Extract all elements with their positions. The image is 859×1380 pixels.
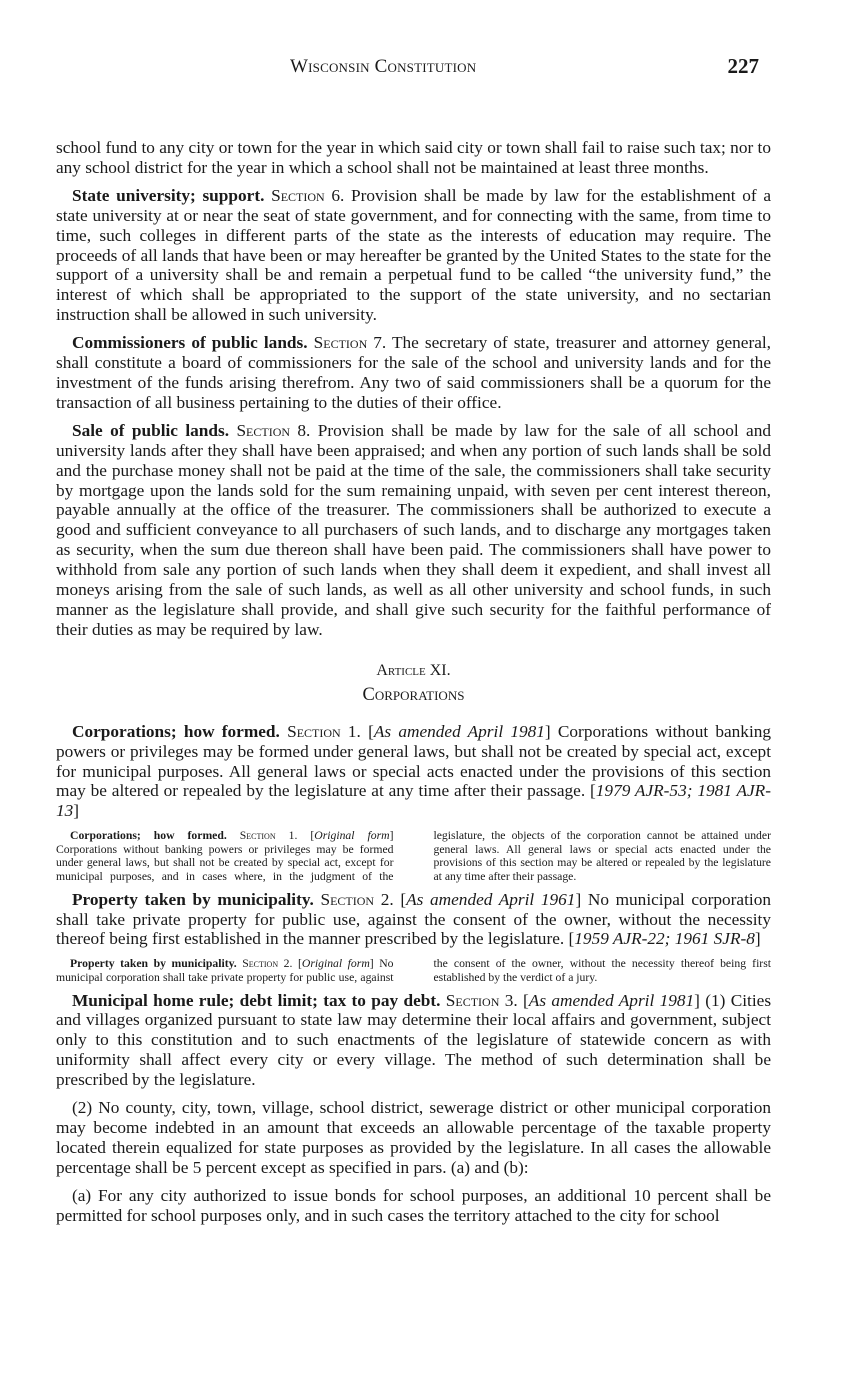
section-heading: Commissioners of public lands. [72, 333, 308, 353]
section-number: Section 6. [271, 185, 345, 205]
note-heading: Corporations; how formed. [70, 829, 227, 843]
note-text: Corporations without banking powers or privileges may be formed under general laws, but shall not be created by special act, except for municipal purposes, and in cases where, in the judgment of the legislature, the objects of the corporation cannot be attained under general laws. All general laws or special acts enacted under the provisions of this section may be altered or repealed by the legislature at any time after their passage. [56, 829, 771, 884]
section-text: (1) Cities and villages organized pursuant to state law may determine their local affairs and government, subject only to this constitution and to such enactments of the legislature of statewide concern as with uniformity shall affect every city or every village. The method of such determination shall be prescribed by the legislature. [56, 990, 772, 1090]
section-number: Section 7. [313, 333, 387, 353]
section-number: Section 3. [445, 990, 518, 1010]
section-text: The secretary of state, treasurer and attorney general, shall constitute a board of commissioners for the sale of the school and university lands and for the investment of the funds arising therefrom. Any two of said commissioners shall be a quorum for the transaction of all business pertaining to the duties of their office. [56, 333, 771, 412]
amendment-note: [As amended April 1961] [400, 889, 582, 909]
citation: [1959 AJR-22; 1961 SJR-8] [568, 929, 761, 949]
section-heading: Sale of public lands. [72, 420, 230, 440]
section-7-paragraph [56, 333, 771, 413]
citation: [1979 AJR-53; 1981 AJR-13] [56, 781, 771, 821]
article-section-2-paragraph [56, 890, 771, 950]
page-number: 227 [727, 54, 759, 78]
section-heading: Corporations; how formed. [72, 721, 280, 741]
running-title: Wisconsin Constitution [290, 56, 477, 77]
original-form-note [56, 957, 771, 984]
amendment-note: [As amended April 1981] [368, 721, 551, 741]
section-heading: Property taken by municipality. [72, 889, 314, 909]
section-8-paragraph [56, 421, 771, 640]
note-form: [Original form] [297, 957, 374, 971]
paragraph-continuation: school fund to any city or town for the year in which said city or town shall fail to raise such tax; nor to any school district for the year in which a school shall not be maintained at least three months. [56, 138, 771, 177]
subsection-a-paragraph: (a) For any city authorized to issue bonds for school purposes, an additional 10 percent shall be permitted for school purposes only, and in such cases the territory attached to the city for school [56, 1185, 771, 1225]
note-section: Section 1. [239, 829, 298, 843]
subsection-2-paragraph: (2) No county, city, town, village, school district, sewerage district or other municipal corporation may become indebted in an amount that exceeds an allowable percentage of the taxable property located therein equalized for state purposes as provided by the legislature. In all cases the allowable percentage shall be 5 percent except as specified in pars. (a) and (b): [56, 1098, 771, 1177]
note-form: [Original form] [310, 829, 394, 843]
section-number: Section 8. [236, 420, 311, 440]
article-title: Corporations [362, 684, 465, 705]
section-text: Provision shall be made by law for the establishment of a state university at or near the seat of state government, and for connecting with the same, from time to time, such colleges in different parts of the state as the interests of education may require. The proceeds of all lands that have been or may hereafter be granted by the United States to the state for the support of a university shall be and remain a perpetual fund to be called “the university fund,” the interest of which shall be appropriated to the support of the state university, and no sectarian instruction shall be allowed in such university. [56, 185, 771, 325]
article-heading [56, 660, 771, 708]
section-text: No municipal corporation shall take private property for public use, against the consent of the owner, without the necessity thereof being first established in the manner prescribed by the legislature. [56, 889, 771, 949]
amendment-note: [As amended April 1981] [523, 990, 700, 1010]
original-form-note [56, 829, 771, 883]
section-number: Section 2. [320, 889, 394, 909]
article-section-1-paragraph [56, 722, 771, 822]
section-heading: State university; support. [72, 185, 265, 205]
main-text [56, 138, 771, 1234]
article-section-3-paragraph [56, 991, 771, 1091]
section-6-paragraph [56, 186, 771, 325]
article-number: Article XI. [376, 661, 451, 679]
section-text: Corporations without banking powers or privileges may be formed under general laws, but shall not be created by special act, except for municipal purposes. All general laws or special acts enacted under the provisions of this section may be altered or repealed by the legislature at any time after their passage. [56, 721, 772, 801]
note-section: Section 2. [242, 957, 293, 971]
note-heading: Property taken by municipality. [70, 957, 237, 971]
section-number: Section 1. [287, 721, 361, 741]
section-heading: Municipal home rule; debt limit; tax to pay debt. [72, 990, 441, 1010]
note-text: No municipal corporation shall take private property for public use, against the consent of the owner, without the necessity thereof being first established by the verdict of a jury. [56, 957, 771, 984]
section-text: Provision shall be made by law for the sale of all school and university lands after they shall have been appraised; and when any portion of such lands shall be sold and the purchase money shall not be paid at the time of the sale, the commissioners shall take security by mortgage upon the lands sold for the sum remaining unpaid, with seven per cent interest thereon, payable annually at the office of the treasurer. The commissioners shall be authorized to execute a good and sufficient conveyance to all purchasers of such lands, and to discharge any mortgages taken as security, when the sum due thereon shall have been paid. The commissioners shall have power to withhold from sale any portion of such lands when they shall deem it expedient, and shall invest all moneys arising from the sale of such lands, as well as all other university and school funds, in such manner as the legislature shall provide, and shall give such security for the faithful performance of their duties as may be required by law. [56, 420, 771, 639]
